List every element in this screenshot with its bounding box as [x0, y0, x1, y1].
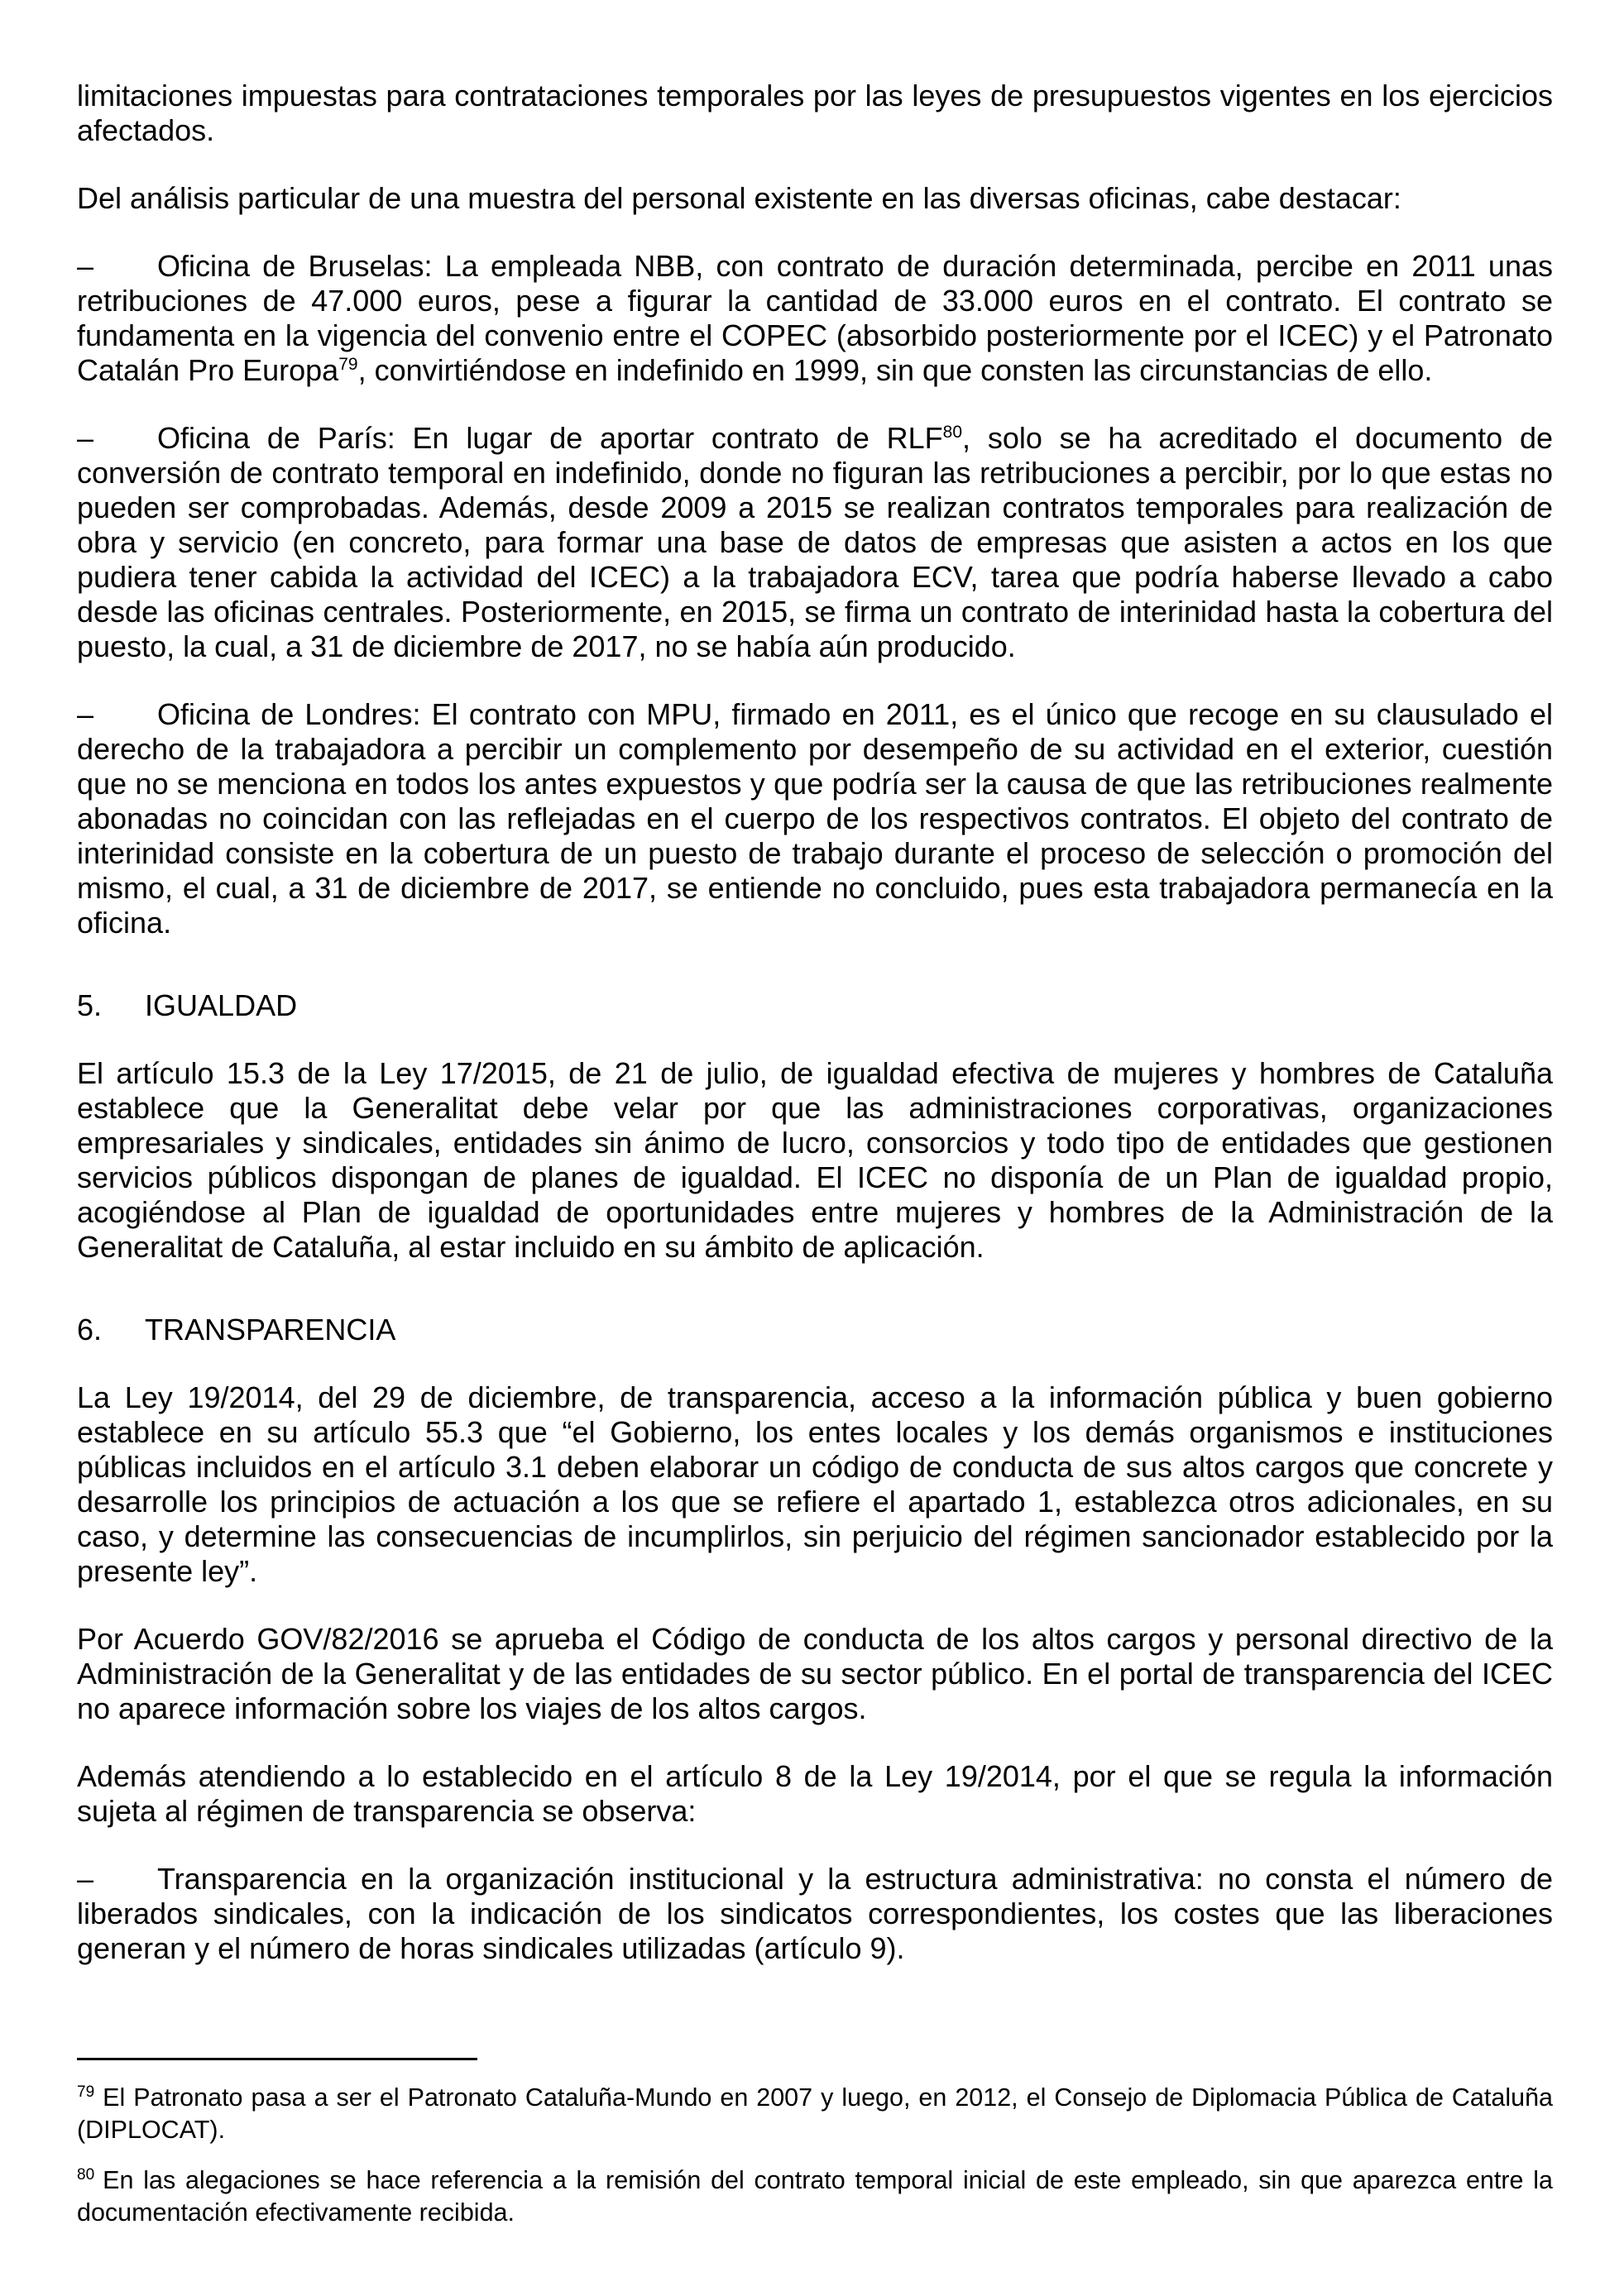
document-body	[77, 79, 1553, 1999]
footnote-ref-80: 80	[942, 423, 963, 442]
bullet-text-continued: , solo se ha acreditado el documento de conversión de contrato temporal en indefinido, donde no figuran las retribuciones a percibir, por lo que estas no pueden ser comprobadas. Además, desde 2009 a 2015 se realizan contratos temporales para realización de obra y servicio (en concreto, para formar una base de datos de empresas que asisten a actos en los que pudiera tener cabida la actividad del ICEC) a la trabajadora ECV, tarea que podría haberse llevado a cabo desde las oficinas centrales. Posteriormente, en 2015, se firma un contrato de interinidad hasta la cobertura del puesto, la cual, a 31 de diciembre de 2017, no se había aún producido.	[77, 421, 1554, 663]
footnotes-section	[77, 2058, 1553, 2247]
paragraph-intro: limitaciones impuestas para contrataciones temporales por las leyes de presupuestos vigentes en los ejercicios afectados.	[77, 79, 1553, 147]
bullet-dash: –	[77, 697, 94, 731]
heading-igualdad	[77, 988, 1553, 1023]
bullet-text: Oficina de Londres: El contrato con MPU, firmado en 2011, es el único que recoge en su clausulado el derecho de la trabajadora a percibir un complemento por desempeño de su actividad en el exterior, cuestión que no se menciona en todos los antes expuestos y que podría ser la causa de que las retribuciones realmente abonadas no coincidan con las reflejadas en el cuerpo de los respectivos contratos. El objeto del contrato de interinidad consiste en la cobertura de un puesto de trabajo durante el proceso de selección o promoción del mismo, el cual, a 31 de diciembre de 2017, se entiende no concluido, pues esta trabajadora permanecía en la oficina.	[77, 697, 1553, 940]
bullet-text: Transparencia en la organización institucional y la estructura administrativa: no consta el número de liberados sindicales, con la indicación de los sindicatos correspondientes, los costes que las liberaciones generan y el número de horas sindicales utilizadas (artículo 9).	[77, 1862, 1553, 1965]
footnote-80-text: En las alegaciones se hace referencia a la remisión del contrato temporal inicial de este empleado, sin que aparezca entre la documentación efectivamente recibida.	[77, 2166, 1553, 2227]
footnote-79	[77, 2082, 1553, 2146]
bullet-oficina-paris	[77, 421, 1553, 664]
bullet-text: Oficina de Bruselas: La empleada NBB, con contrato de duración determinada, percibe en 2011 unas retribuciones de 47.000 euros, pese a figurar la cantidad de 33.000 euros en el contrato. El contrato se fundamenta en la vigencia del convenio entre el COPEC (absorbido posteriormente por el ICEC) y el Patronato Catalán Pro Europa	[77, 249, 1553, 387]
bullet-dash: –	[77, 1862, 94, 1896]
paragraph-igualdad: El artículo 15.3 de la Ley 17/2015, de 21 de julio, de igualdad efectiva de mujeres y hombres de Cataluña establece que la Generalitat debe velar por que las administraciones corporativas, organizaciones empresariales y sindicales, entidades sin ánimo de lucro, consorcios y todo tipo de entidades que gestionen servicios públicos dispongan de planes de igualdad. El ICEC no disponía de un Plan de igualdad propio, acogiéndose al Plan de igualdad de oportunidades entre mujeres y hombres de la Administración de la Generalitat de Cataluña, al estar incluido en su ámbito de aplicación.	[77, 1056, 1553, 1264]
footnote-separator	[77, 2058, 477, 2060]
heading-label: TRANSPARENCIA	[145, 1313, 396, 1347]
paragraph-ley-transparencia: La Ley 19/2014, del 29 de diciembre, de transparencia, acceso a la información pública y buen gobierno establece en su artículo 55.3 que “el Gobierno, los entes locales y los demás organismos e instituciones públicas incluidos en el artículo 3.1 deben elaborar un código de conducta de sus altos cargos que concrete y desarrolle los principios de actuación a los que se refiere el apartado 1, establezca otros adicionales, en su caso, y determine las consecuencias de incumplirlos, sin perjuicio del régimen sancionador establecido por la presente ley”.	[77, 1380, 1553, 1588]
footnote-80-number: 80	[77, 2166, 95, 2184]
heading-transparencia	[77, 1313, 1553, 1347]
bullet-text-continued: , convirtiéndose en indefinido en 1999, sin que consten las circunstancias de ello.	[357, 353, 1433, 387]
bullet-dash: –	[77, 249, 94, 283]
footnote-79-number: 79	[77, 2083, 95, 2101]
heading-number: 5.	[77, 988, 103, 1022]
bullet-dash: –	[77, 421, 94, 455]
heading-label: IGUALDAD	[145, 988, 298, 1022]
heading-number: 6.	[77, 1313, 103, 1347]
bullet-oficina-bruselas	[77, 249, 1553, 388]
paragraph-acuerdo-gov: Por Acuerdo GOV/82/2016 se aprueba el Código de conducta de los altos cargos y personal directivo de la Administración de la Generalitat y de las entidades de su sector público. En el portal de transparencia del ICEC no aparece información sobre los viajes de los altos cargos.	[77, 1622, 1553, 1725]
bullet-oficina-londres	[77, 697, 1553, 940]
paragraph-ademas-articulo8: Además atendiendo a lo establecido en el artículo 8 de la Ley 19/2014, por el que se regula la información sujeta al régimen de transparencia se observa:	[77, 1759, 1553, 1828]
footnote-79-text: El Patronato pasa a ser el Patronato Cataluña-Mundo en 2007 y luego, en 2012, el Consejo de Diplomacia Pública de Cataluña (DIPLOCAT).	[77, 2083, 1553, 2144]
paragraph-analisis: Del análisis particular de una muestra del personal existente en las diversas oficinas, cabe destacar:	[77, 181, 1401, 215]
footnote-80	[77, 2164, 1553, 2229]
bullet-text: Oficina de París: En lugar de aportar contrato de RLF	[157, 421, 943, 455]
footnote-ref-79: 79	[338, 355, 358, 374]
bullet-transparencia-organizacion	[77, 1862, 1553, 1966]
